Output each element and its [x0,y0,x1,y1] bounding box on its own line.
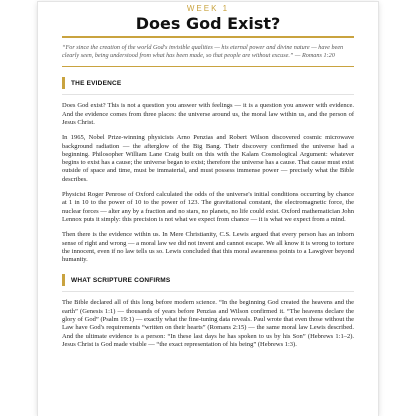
week-label: WEEK 1 [186,4,230,13]
paragraph: Physicist Roger Penrose of Oxford calculated the odds of the universe's initial conditions occurring by chance at 1 in 10 to the power of 10 to the power of 123. The gravitational constant, the electromagnetic force, the nuclear forces — alter any by a fraction and no stars, no planets, no life could exist. Oxford mathematician John Lennox puts it simply: this precision is not what we expect from chance — it is what we expect from a mind. [62,191,354,223]
section-heading-text: WHAT SCRIPTURE CONFIRMS [71,276,171,284]
paragraph: The Bible declared all of this long before modern science. “In the beginning God created the heavens and the earth” (Genesis 1:1) — thousands of years before Penzias and Wilson confirmed it. “The heavens declare the glory of God” (Psalm 19:1) — exactly what the fine-tuning data reveals. Paul wrote that even those without the Law have God's requirements “written on their hearts” (Romans 2:15) — the same moral law Lewis described. And the ultimate evidence is a person: “In these last days he has spoken to us by his Son” (Hebrews 1:1–2). Jesus Christ is God made visible — “the exact representation of his being” (Hebrews 1:3). [62,299,354,348]
paragraph: In 1965, Nobel Prize-winning physicists Arno Penzias and Robert Wilson discovered cosmic microwave background radiation — the afterglow of the Big Bang. Their discovery confirmed the universe had a beginning. Philosopher William Lane Craig built on this with the Kalam Cosmological Argument: whatever begins to exist has a cause; the universe began to exist; therefore the universe has a cause. That cause must exist outside of space and time, must be immaterial, and must possess immense power — precisely what the Bible describes. [62,134,354,183]
page-title: Does God Exist? [135,14,281,33]
heading-accent-bar [62,77,65,89]
paragraph: Then there is the evidence within us. In Mere Christianity, C.S. Lewis argued that every person has an inborn sense of right and wrong — a moral law we did not invent and cannot escape. We all know it is wrong to torture the innocent, even if no law tells us so. Lewis concluded that this moral awareness points to a Lawgiver beyond humanity. [62,231,354,264]
heading-accent-bar [62,274,65,286]
section-evidence [62,77,354,264]
section-scripture [62,274,354,349]
document-page [38,2,378,416]
section-heading [62,274,354,286]
epigraph-quote: “For since the creation of the world God's invisible qualities — his eternal power and divine nature — have been clearly seen, being understood from what has been made, so that people are without excuse.” — Romans 1:20 [62,44,344,59]
title-divider [62,36,354,38]
page-content [62,2,354,349]
section-heading [62,77,354,89]
section-heading-text: THE EVIDENCE [71,79,122,87]
section-divider [62,94,354,95]
epigraph-divider [62,66,354,67]
section-divider [62,291,354,292]
paragraph: Does God exist? This is not a question you answer with feelings — it is a question you answer with evidence. And the evidence comes from three places: the universe around us, the moral law within us, and the person of Jesus Christ. [62,102,354,126]
